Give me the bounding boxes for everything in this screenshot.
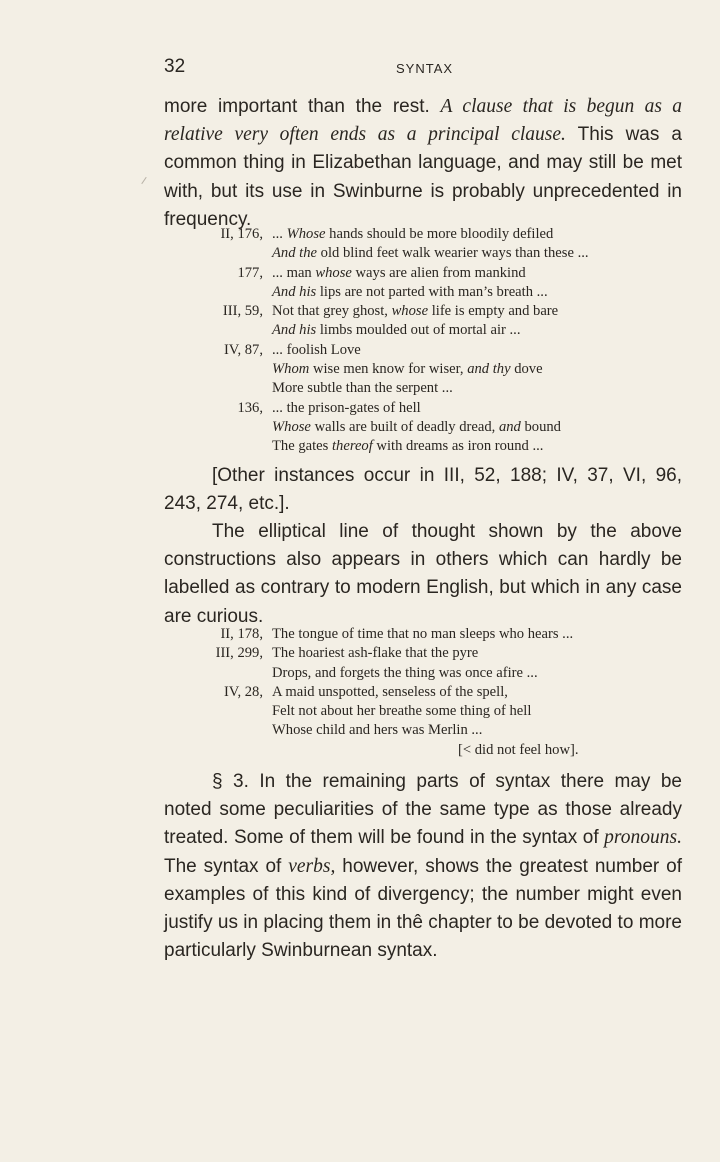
para3-text: The elliptical line of thought shown by the above constructions also appears in others which can hardly be labelled as contrary to modern English, but which in any case are curious.: [164, 521, 682, 627]
quotation-segment: walls are built of deadly dread,: [310, 418, 499, 435]
para4-italic-pronouns: pronouns.: [604, 827, 682, 849]
quotation-note: [< did not feel how].: [458, 742, 579, 758]
quotation-italic: and: [498, 418, 521, 435]
quotation-text: [272, 665, 538, 682]
quotation-segment: life is empty and bare: [428, 303, 559, 320]
paragraph-4: [164, 768, 682, 965]
para4-text-b: The syntax of: [164, 855, 289, 877]
quotation-text: [272, 245, 589, 262]
quotation-line: [0, 342, 720, 361]
paragraph-2: [164, 462, 682, 518]
quotation-italic: Whose: [272, 418, 311, 435]
quotation-reference: III, 299,: [215, 645, 263, 662]
quotation-text: [272, 645, 478, 662]
quotation-line: [0, 722, 720, 741]
paragraph-3: [164, 518, 682, 631]
quotation-line: [0, 380, 720, 399]
quotation-line: [0, 438, 720, 457]
para1-italic: A clause that is begun as a relative very often ends as a principal clause.: [164, 96, 682, 146]
quotation-italic: And his: [272, 322, 317, 339]
quotation-line: [0, 303, 720, 322]
quotation-italic: thereof: [331, 438, 373, 455]
quotation-text: [272, 361, 543, 378]
para2-text: [Other instances occur in III, 52, 188; IV, 37, VI, 96, 243, 274, etc.].: [164, 465, 682, 515]
quotation-segment: The gates: [272, 438, 332, 455]
quotation-text: [272, 380, 453, 397]
quotation-segment: A maid unspotted, senseless of the spell,: [272, 683, 508, 700]
quotation-segment: dove: [510, 361, 543, 378]
quotation-reference: 136,: [237, 399, 263, 416]
quotation-text: [272, 703, 531, 720]
quotation-segment: Drops, and forgets the thing was once afire ...: [272, 664, 538, 681]
quotation-italic: Whom: [272, 361, 310, 378]
quotation-segment: ways are alien from mankind: [351, 264, 526, 281]
quotation-reference: II, 178,: [220, 626, 263, 642]
para4-italic-verbs: verbs,: [288, 855, 336, 877]
quotation-italic: And the: [272, 245, 317, 262]
quotation-segment: bound: [520, 418, 561, 435]
quotation-line: [0, 645, 720, 664]
quotation-line: [0, 322, 720, 341]
paragraph-1: [164, 93, 682, 234]
quotation-line: [0, 265, 720, 284]
running-title: SYNTAX: [396, 61, 454, 76]
quotation-reference: III, 59,: [222, 303, 263, 320]
quotation-italic: and thy: [467, 361, 511, 378]
quotation-reference: II, 176,: [220, 226, 263, 242]
quotation-segment: The tongue of time that no man sleeps who hears ...: [272, 626, 574, 642]
quotation-line: [0, 665, 720, 684]
para1-text-a: more important than the rest.: [164, 96, 441, 117]
quotation-italic: And his: [272, 283, 317, 300]
quotation-line: [0, 684, 720, 703]
quotation-line: [0, 226, 720, 245]
quotation-italic: whose: [391, 303, 429, 320]
quotation-text: [272, 438, 543, 455]
quotation-line: [0, 703, 720, 722]
quotation-text: [272, 265, 526, 282]
quotation-segment: More subtle than the serpent ...: [272, 380, 453, 397]
quotation-segment: old blind feet walk wearier ways than these ...: [317, 245, 589, 262]
quotation-line: [0, 626, 720, 645]
quotation-reference: IV, 28,: [223, 683, 263, 700]
quotation-line: [0, 284, 720, 303]
quotation-block-1: [0, 226, 720, 458]
quotation-text: [272, 684, 508, 701]
quotation-segment: hands should be more bloodily defiled: [325, 226, 554, 242]
quotation-line: [0, 419, 720, 438]
quotation-segment: ...: [272, 226, 287, 242]
quotation-italic: Whose: [286, 226, 326, 242]
quotation-text: [272, 419, 561, 436]
para4-text-a: § 3. In the remaining parts of syntax there may be noted some peculiarities of the same type as those already treated. Some of them will be found in the syntax of: [164, 771, 682, 849]
quotation-segment: Not that grey ghost,: [272, 303, 392, 320]
page-number: 32: [164, 56, 186, 77]
quotation-line: [0, 400, 720, 419]
quotation-note-row: [0, 742, 720, 761]
quotation-segment: The hoariest ash-flake that the pyre: [272, 645, 479, 662]
quotation-text: [272, 284, 548, 301]
quotation-block-2: [0, 626, 720, 742]
quotation-segment: ... foolish Love: [272, 341, 361, 358]
quotation-segment: wise men know for wiser,: [309, 361, 468, 378]
quotation-segment: limbs moulded out of mortal air ...: [316, 322, 521, 339]
quotation-segment: with dreams as iron round ...: [372, 438, 544, 455]
quotation-segment: ... man: [272, 264, 316, 281]
quotation-text: [272, 400, 421, 417]
quotation-text: [272, 226, 553, 243]
quotation-line: [0, 361, 720, 380]
quotation-reference: 177,: [237, 264, 263, 281]
para4-text-c: however, shows the greatest number of examples of this kind of divergency; the number might even justify us in placing them in thê chapter to be devoted to more particularly Swinburnean syntax.: [164, 855, 682, 962]
quotation-line: [0, 245, 720, 264]
quotation-text: [272, 626, 573, 643]
quotation-segment: Felt not about her breathe some thing of hell: [272, 703, 532, 720]
quotation-text: [272, 722, 482, 739]
margin-mark: [141, 177, 146, 184]
quotation-text: [272, 342, 361, 359]
quotation-reference: IV, 87,: [223, 341, 263, 358]
para1-text-b: This was a common thing in Elizabethan language, and may still be met with, but its use in Swinburne is probably unprecedented in frequency.: [164, 124, 682, 230]
quotation-italic: whose: [315, 264, 352, 281]
quotation-segment: lips are not parted with man’s breath ...: [316, 283, 548, 300]
quotation-segment: Whose child and hers was Merlin ...: [272, 722, 483, 739]
quotation-text: [272, 303, 558, 320]
quotation-text: [272, 322, 520, 339]
quotation-segment: ... the prison-gates of hell: [272, 399, 421, 416]
